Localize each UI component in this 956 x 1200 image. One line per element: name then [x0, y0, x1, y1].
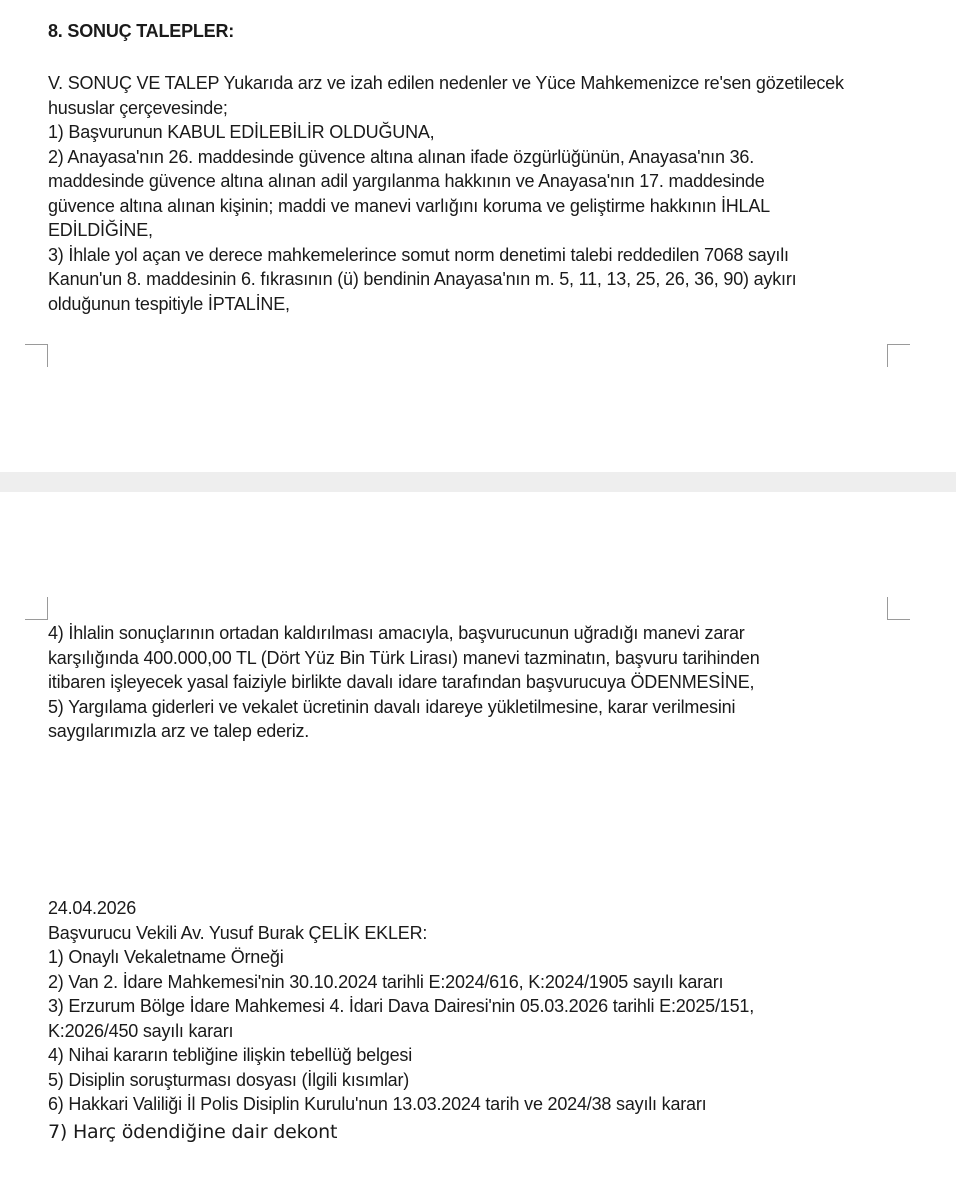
- request-line: itibaren işleyecek yasal faiziyle birlikte davalı idare tarafından başvurucuya ÖDENMESİNE,: [48, 672, 755, 692]
- signature-and-attachments: [48, 896, 908, 1144]
- attachment-item: 4) Nihai kararın tebliğine ilişkin tebellüğ belgesi: [48, 1045, 413, 1065]
- request-line: 3) İhlale yol açan ve derece mahkemelerince somut norm denetimi talebi reddedilen 7068 sayılı: [48, 244, 789, 265]
- intro-line: V. SONUÇ VE TALEP Yukarıda arz ve izah edilen nedenler ve Yüce Mahkemenizce re'sen gözetilecek: [48, 73, 844, 93]
- attachment-item: 5) Disiplin soruşturması dosyası (İlgili kısımlar): [48, 1069, 410, 1090]
- attachment-item: 7) Harç ödendiğine dair dekont: [48, 1120, 338, 1143]
- request-line: saygılarımızla arz ve talep ederiz.: [48, 721, 310, 741]
- intro-line: hususlar çerçevesinde;: [48, 97, 228, 118]
- attachment-item: 2) Van 2. İdare Mahkemesi'nin 30.10.2024 tarihli E:2024/616, K:2024/1905 sayılı kararı: [48, 971, 724, 992]
- request-line: 1) Başvurunun KABUL EDİLEBİLİR OLDUĞUNA,: [48, 122, 435, 142]
- document-date: 24.04.2026: [48, 898, 137, 918]
- request-line: güvence altına alınan kişinin; maddi ve manevi varlığını koruma ve geliştirme hakkının İHLAL: [48, 195, 770, 216]
- request-line: 5) Yargılama giderleri ve vekalet ücretinin davalı idareye yükletilmesine, karar verilmesini: [48, 696, 736, 717]
- request-line: 4) İhlalin sonuçlarının ortadan kaldırılması amacıyla, başvurucunun uğradığı manevi zarar: [48, 623, 745, 643]
- request-line: EDİLDİĞİNE,: [48, 220, 153, 240]
- request-line: maddesinde güvence altına alınan adil yargılanma hakkının ve Anayasa'nın 17. maddesinde: [48, 171, 765, 191]
- request-line: karşılığında 400.000,00 TL (Dört Yüz Bin Türk Lirası) manevi tazminatın, başvuru tarihinden: [48, 647, 760, 668]
- attachment-item: K:2026/450 sayılı kararı: [48, 1020, 234, 1041]
- margin-corner-mark: [887, 597, 910, 620]
- request-line: Kanun'un 8. maddesinin 6. fıkrasının (ü) bendinin Anayasa'nın m. 5, 11, 13, 25, 26, 36, 90) aykırı: [48, 269, 797, 289]
- margin-corner-mark: [25, 344, 48, 367]
- request-line: olduğunun tespitiyle İPTALİNE,: [48, 293, 290, 314]
- section-heading: 8. SONUÇ TALEPLER:: [48, 21, 235, 41]
- attachment-item: 3) Erzurum Bölge İdare Mahkemesi 4. İdari Dava Dairesi'nin 05.03.2026 tarihli E:2025/151,: [48, 996, 755, 1016]
- attachment-item: 1) Onaylı Vekaletname Örneği: [48, 947, 284, 967]
- request-line: 2) Anayasa'nın 26. maddesinde güvence altına alınan ifade özgürlüğünün, Anayasa'nın 36.: [48, 146, 755, 167]
- document-page-1: [0, 0, 956, 472]
- attachment-item: 6) Hakkari Valiliği İl Polis Disiplin Kurulu'nun 13.03.2024 tarih ve 2024/38 sayılı kararı: [48, 1094, 707, 1114]
- requests-block-page1: [48, 71, 908, 316]
- page-separator: [0, 472, 956, 492]
- signatory-line: Başvurucu Vekili Av. Yusuf Burak ÇELİK EKLER:: [48, 922, 428, 943]
- margin-corner-mark: [25, 597, 48, 620]
- margin-corner-mark: [887, 344, 910, 367]
- requests-block-page2: [48, 621, 908, 744]
